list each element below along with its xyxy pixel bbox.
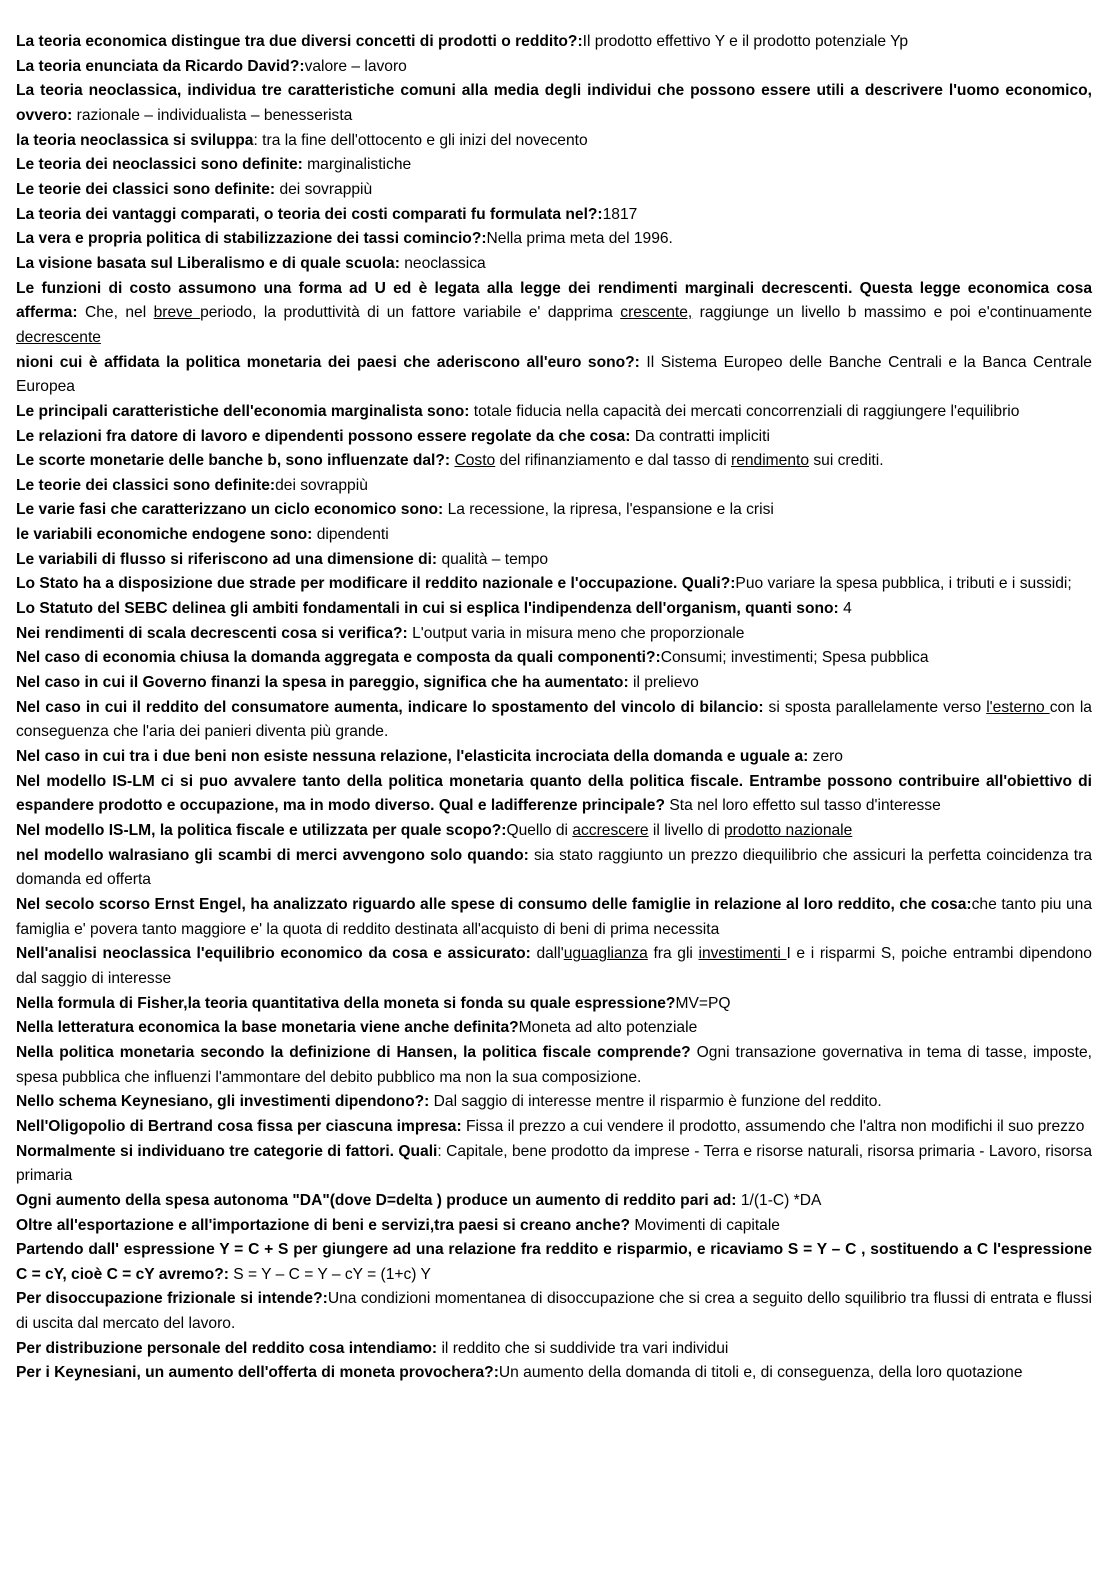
answer: valore – lavoro <box>304 57 407 75</box>
question: Nella letteratura economica la base monetaria viene anche definita? <box>16 1019 519 1037</box>
qa-entry <box>16 548 1092 573</box>
question: Le scorte monetarie delle banche b, sono influenzate dal?: <box>16 452 451 470</box>
answer: raggiunge un livello b massimo e poi e'continuamente <box>692 304 1092 322</box>
qa-entry <box>16 893 1092 942</box>
answer: Il prodotto effettivo Y e il prodotto potenziale Yp <box>582 33 909 50</box>
question: Normalmente si individuano tre categorie di fattori. Quali <box>16 1142 438 1160</box>
question: Le funzioni di costo assumono una forma ad U ed è legata alla legge dei rendimenti marginali decrescenti. Questa legge economica cosa afferma: <box>16 279 1092 322</box>
answer: Movimenti di capitale <box>630 1216 780 1234</box>
question: le variabili economiche endogene sono: <box>16 526 313 544</box>
qa-entry <box>16 992 1092 1017</box>
qa-entry <box>16 55 1092 80</box>
answer: Da contratti impliciti <box>630 427 770 445</box>
question: La teoria enunciata da Ricardo David?: <box>16 57 305 75</box>
qa-entry <box>16 30 1092 55</box>
answer: I e i risparmi S, poiche entrambi dipendono dal saggio di interesse <box>16 945 1092 987</box>
qa-entry <box>16 597 1092 622</box>
answer-underlined: uguaglianza <box>563 945 648 963</box>
answer-underlined: breve <box>153 304 201 322</box>
question: Nei rendimenti di scala decrescenti cosa si verifica?: <box>16 624 408 642</box>
answer-underlined: l'esterno <box>986 698 1050 716</box>
answer-underlined: investimenti <box>698 945 787 963</box>
answer: 4 <box>838 600 852 618</box>
answer-underlined: rendimento <box>731 452 810 470</box>
answer: che tanto piu una famiglia e' povera tanto maggiore e' la quota di reddito destinata all'acquisto di beni di prima necessita <box>16 895 1092 938</box>
answer: 1817 <box>602 205 638 223</box>
answer: si sposta parallelamente verso <box>763 698 987 716</box>
question: Lo Stato ha a disposizione due strade per modificare il reddito nazionale e l'occupazione. Quali?: <box>16 575 736 593</box>
answer: dall' <box>530 945 564 963</box>
question: La teoria dei vantaggi comparati, o teoria dei costi comparati fu formulata nel?: <box>16 205 603 223</box>
qa-entry <box>16 745 1092 770</box>
answer: Puo variare la spesa pubblica, i tributi e i sussidi; <box>735 575 1072 593</box>
answer: il livello di <box>648 822 724 839</box>
answer: fra gli <box>647 945 699 963</box>
qa-entry <box>16 1189 1092 1214</box>
question: Le principali caratteristiche dell'economia marginalista sono: <box>16 402 470 420</box>
question: Le relazioni fra datore di lavoro e dipendenti possono essere regolate da che cosa: <box>16 427 631 445</box>
question: Partendo dall' espressione Y = C + S per giungere ad una relazione fra reddito e risparmio, e ricaviamo S = Y – C , sostituendo a C l'espressione C = cY, cioè C = cY avremo?: <box>16 1241 1092 1283</box>
answer: Moneta ad alto potenziale <box>518 1019 698 1037</box>
answer: Il Sistema Europeo delle Banche Centrali e la Banca Centrale Europea <box>16 353 1092 396</box>
question: La visione basata sul Liberalismo e di quale scuola: <box>16 254 400 272</box>
answer-underlined: crescente, <box>620 304 693 322</box>
answer: il prelievo <box>628 674 699 692</box>
answer: L'output varia in misura meno che proporzionale <box>407 624 745 642</box>
qa-entry <box>16 1238 1092 1287</box>
answer: periodo, la produttività di un fattore variabile e' dapprima <box>200 304 621 322</box>
question: Nel modello IS-LM, la politica fiscale e utilizzata per quale scopo?: <box>16 822 507 839</box>
question: Nella politica monetaria secondo la definizione di Hansen, la politica fiscale comprende? <box>16 1043 691 1061</box>
qa-entry <box>16 1287 1092 1336</box>
question: Le teoria dei neoclassici sono definite: <box>16 156 303 174</box>
qa-entry <box>16 79 1092 128</box>
qa-entry <box>16 1337 1092 1362</box>
answer: Sta nel loro effetto sul tasso d'interesse <box>665 797 941 815</box>
qa-entry <box>16 1214 1092 1239</box>
question: Nell'Oligopolio di Bertrand cosa fissa per ciascuna impresa: <box>16 1117 462 1135</box>
qa-entry <box>16 203 1092 228</box>
answer: Una condizioni momentanea di disoccupazione che si crea a seguito dello squilibrio tra flussi di entrata e flussi di uscita dal mercato del lavoro. <box>16 1290 1092 1333</box>
qa-entry <box>16 1140 1092 1189</box>
qa-entry <box>16 671 1092 696</box>
question: Nello schema Keynesiano, gli investimenti dipendono?: <box>16 1093 430 1111</box>
answer: razionale – individualista – benesserista <box>72 106 353 124</box>
answer-underlined: Costo <box>454 452 496 470</box>
question: Nel modello IS-LM ci si puo avvalere tanto della politica monetaria quanto della politica fiscale. Entrambe possono contribuire all'obiettivo di espandere prodotto e occupazione, ma in modo diverso. Qual e ladifferenze principale? <box>16 772 1092 815</box>
question: La teoria neoclassica, individua tre caratteristiche comuni alla media degli individui che possono essere utili a descrivere l'uomo economico, ovvero: <box>16 82 1092 124</box>
qa-entry <box>16 129 1092 154</box>
answer: zero <box>808 748 843 766</box>
question: Nell'analisi neoclassica l'equilibrio economico da cosa e assicurato: <box>16 945 531 963</box>
qa-entry <box>16 1115 1092 1140</box>
question: Nel caso in cui il Governo finanzi la spesa in pareggio, significa che ha aumentato: <box>16 674 629 692</box>
qa-entry <box>16 646 1092 671</box>
answer-underlined: decrescente <box>16 328 101 346</box>
qa-entry <box>16 178 1092 203</box>
answer: sia stato raggiunto un prezzo diequilibrio che assicuri la perfetta coincidenza tra domanda ed offerta <box>16 846 1092 889</box>
question: Le variabili di flusso si riferiscono ad una dimensione di: <box>16 550 438 568</box>
qa-entry <box>16 622 1092 647</box>
question: Le teorie dei classici sono definite: <box>16 180 276 198</box>
answer: Che, nel <box>77 304 154 322</box>
qa-entry <box>16 1090 1092 1115</box>
answer: La recessione, la ripresa, l'espansione e la crisi <box>443 501 774 519</box>
answer: S = Y – C = Y – cY = (1+c) Y <box>228 1265 431 1283</box>
answer: dei sovrappiù <box>275 180 373 198</box>
question: Le teorie dei classici sono definite: <box>16 476 276 494</box>
qa-entry <box>16 844 1092 893</box>
question: Nel caso in cui il reddito del consumatore aumenta, indicare lo spostamento del vincolo di bilancio: <box>16 698 764 716</box>
question: Nella formula di Fisher,la teoria quantitativa della moneta si fonda su quale espressione? <box>16 994 676 1012</box>
qa-entry <box>16 351 1092 400</box>
qa-entry <box>16 227 1092 252</box>
qa-entry <box>16 572 1092 597</box>
qa-entry <box>16 498 1092 523</box>
answer: : Capitale, bene prodotto da imprese - Terra e risorse naturali, risorsa primaria - Lavoro, risorsa primaria <box>16 1142 1093 1185</box>
qa-entry <box>16 1361 1092 1386</box>
qa-entry <box>16 153 1092 178</box>
answer: con la conseguenza che l'aria dei panieri diventa più grande. <box>16 698 1092 741</box>
question: nel modello walrasiano gli scambi di merci avvengono solo quando: <box>16 846 529 864</box>
qa-entry <box>16 449 1092 474</box>
qa-entry <box>16 400 1092 425</box>
question: la teoria neoclassica si sviluppa <box>16 131 254 149</box>
qa-entry <box>16 770 1092 819</box>
question: Nel caso in cui tra i due beni non esiste nessuna relazione, l'elasticita incrociata della domanda e uguale a: <box>16 748 809 766</box>
qa-entry <box>16 277 1092 351</box>
question: Lo Statuto del SEBC delinea gli ambiti fondamentali in cui si esplica l'indipendenza dell'organism, quanti sono: <box>16 600 839 618</box>
answer: Dal saggio di interesse mentre il risparmio è funzione del reddito. <box>429 1093 882 1111</box>
answer: Quello di <box>506 822 573 839</box>
qa-entry <box>16 819 1092 844</box>
question: La teoria economica distingue tra due diversi concetti di prodotti o reddito?: <box>16 33 583 50</box>
answer: 1/(1-C) *DA <box>736 1191 822 1209</box>
answer: Fissa il prezzo a cui vendere il prodotto, assumendo che l'altra non modifichi il suo prezzo <box>461 1117 1085 1135</box>
answer: Nella prima meta del 1996. <box>486 230 673 248</box>
qa-entry <box>16 1016 1092 1041</box>
qa-entry <box>16 252 1092 277</box>
answer: del rifinanziamento e dal tasso di <box>495 452 731 470</box>
answer: qualità – tempo <box>437 550 549 568</box>
question: La vera e propria politica di stabilizzazione dei tassi comincio?: <box>16 230 487 248</box>
answer: : tra la fine dell'ottocento e gli inizi del novecento <box>253 131 588 149</box>
answer-underlined: prodotto nazionale <box>724 822 853 839</box>
answer: neoclassica <box>399 254 486 272</box>
qa-entry <box>16 523 1092 548</box>
qa-entry <box>16 425 1092 450</box>
answer: Ogni transazione governativa in tema di tasse, imposte, spesa pubblica che influenzi l'ammontare del debito pubblico ma non la sua composizione. <box>16 1043 1092 1086</box>
question: Per disoccupazione frizionale si intende?: <box>16 1290 328 1308</box>
answer: Consumi; investimenti; Spesa pubblica <box>660 649 929 667</box>
answer: dei sovrappiù <box>275 476 368 494</box>
question: Ogni aumento della spesa autonoma "DA"(dove D=delta ) produce un aumento di reddito pari ad: <box>16 1191 737 1209</box>
answer: dipendenti <box>312 526 389 544</box>
question: Nel secolo scorso Ernst Engel, ha analizzato riguardo alle spese di consumo delle famiglie in relazione al loro reddito, che cosa: <box>16 895 972 913</box>
answer: marginalistiche <box>302 156 412 174</box>
answer: il reddito che si suddivide tra vari individui <box>437 1339 729 1357</box>
answer: MV=PQ <box>675 994 731 1012</box>
question: Per distribuzione personale del reddito cosa intendiamo: <box>16 1339 438 1357</box>
question: Nel caso di economia chiusa la domanda aggregata e composta da quali componenti?: <box>16 649 661 667</box>
qa-entry <box>16 474 1092 499</box>
question: Le varie fasi che caratterizzano un ciclo economico sono: <box>16 501 444 519</box>
answer: Un aumento della domanda di titoli e, di conseguenza, della loro quotazione <box>498 1364 1023 1382</box>
qa-entry <box>16 1041 1092 1090</box>
answer-underlined: accrescere <box>572 822 649 839</box>
question: Per i Keynesiani, un aumento dell'offerta di moneta provochera?: <box>16 1364 499 1382</box>
qa-entry <box>16 942 1092 991</box>
question: nioni cui è affidata la politica monetaria dei paesi che aderiscono all'euro sono?: <box>16 353 640 371</box>
qa-entry <box>16 696 1092 745</box>
question: Oltre all'esportazione e all'importazione di beni e servizi,tra paesi si creano anche? <box>16 1216 631 1234</box>
answer: totale fiducia nella capacità dei mercati concorrenziali di raggiungere l'equilibrio <box>469 402 1020 420</box>
answer: sui crediti. <box>809 452 884 470</box>
